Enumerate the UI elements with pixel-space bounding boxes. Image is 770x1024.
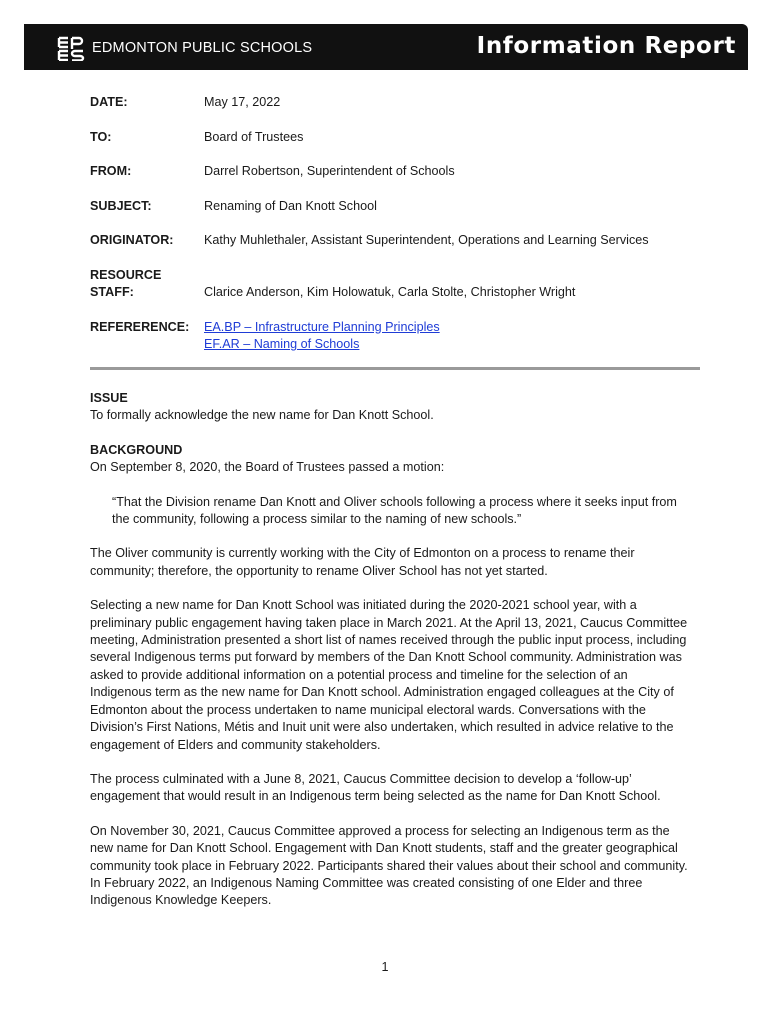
background-heading: BACKGROUND (90, 442, 183, 457)
background-paragraph: The process culminated with a June 8, 2021, Caucus Committee decision to develop a ‘follow-up’ engagement that would result in an Indigenous term being selected as the name for Dan Knott School. (90, 771, 661, 804)
memo-row-to (90, 129, 710, 147)
memo-row-resource-staff (90, 267, 710, 302)
resource-staff-value: Clarice Anderson, Kim Holowatuk, Carla Stolte, Christopher Wright (204, 285, 576, 299)
reference-label: REFERERENCE: (90, 319, 190, 334)
date-value: May 17, 2022 (204, 95, 281, 109)
background-paragraph: On November 30, 2021, Caucus Committee approved a process for selecting an Indigenous term as the new name for Dan Knott School. Engagement with Dan Knott students, staff and the greater geographical community took place in February 2022. Participants shared their values about their school and community. In February 2022, an Indigenous Naming Committee was created consisting of one Elder and three Indigenous Knowledge Keepers. (90, 823, 688, 908)
background-intro: On September 8, 2020, the Board of Trustees passed a motion: (90, 460, 445, 475)
memo-row-originator (90, 232, 710, 250)
issue-heading: ISSUE (90, 391, 128, 405)
resource-staff-label: RESOURCE STAFF: (90, 267, 162, 299)
issue-text: To formally acknowledge the new name for Dan Knott School. (90, 408, 434, 423)
background-paragraph: Selecting a new name for Dan Knott School was initiated during the 2020-2021 school year, with a preliminary public engagement having taken place in March 2021. At the April 13, 2021, Caucus Committee meeting, Administration presented a short list of names received through the public input process, including several Indigenous terms put forward by members of the Dan Knott School community. Administration was asked to provide additional information on a potential process and timeline for the selection of an Indigenous term as the new name for Dan Knott school. Administration engaged colleagues at the City of Edmonton about the process undertaken to name municipal electoral wards. Conversations with the Division’s First Nations, Métis and Inuit unit were also undertaken, which resulted in advice relative to the engagement of Elders and community stakeholders. (90, 598, 688, 752)
org-name: EDMONTON PUBLIC SCHOOLS (92, 40, 313, 56)
report-title: Information Report (476, 33, 736, 59)
subject-label: SUBJECT: (90, 198, 152, 213)
eps-logo-icon (56, 35, 86, 61)
report-header-bar (24, 24, 748, 70)
reference-link-naming[interactable]: EF.AR – Naming of Schools (204, 337, 360, 351)
org-logo (56, 35, 312, 61)
section-divider (90, 367, 700, 370)
reference-link-infrastructure[interactable]: EA.BP – Infrastructure Planning Principles (204, 319, 440, 334)
to-label: TO: (90, 129, 112, 144)
page-number: 1 (381, 960, 389, 974)
report-body (90, 390, 690, 927)
background-paragraph: The Oliver community is currently working with the City of Edmonton on a process to rename their community; therefore, the opportunity to rename Oliver School has not yet started. (90, 546, 635, 578)
originator-value: Kathy Muhlethaler, Assistant Superintendent, Operations and Learning Services (204, 233, 649, 247)
from-label: FROM: (90, 164, 132, 178)
memo-header-block (90, 94, 710, 371)
memo-row-from (90, 163, 710, 181)
memo-row-reference (90, 319, 710, 354)
subject-value: Renaming of Dan Knott School (204, 198, 377, 213)
from-value: Darrel Robertson, Superintendent of Schools (204, 164, 455, 178)
memo-row-subject (90, 198, 710, 216)
background-section (90, 442, 690, 910)
reference-links (204, 319, 710, 354)
to-value: Board of Trustees (204, 129, 304, 144)
motion-quote: “That the Division rename Dan Knott and Oliver schools following a process where it seeks input from the community, following a process similar to the naming of new schools.” (112, 494, 677, 527)
originator-label: ORIGINATOR: (90, 233, 174, 247)
memo-row-date (90, 94, 710, 112)
date-label: DATE: (90, 95, 128, 109)
issue-section (90, 390, 690, 425)
